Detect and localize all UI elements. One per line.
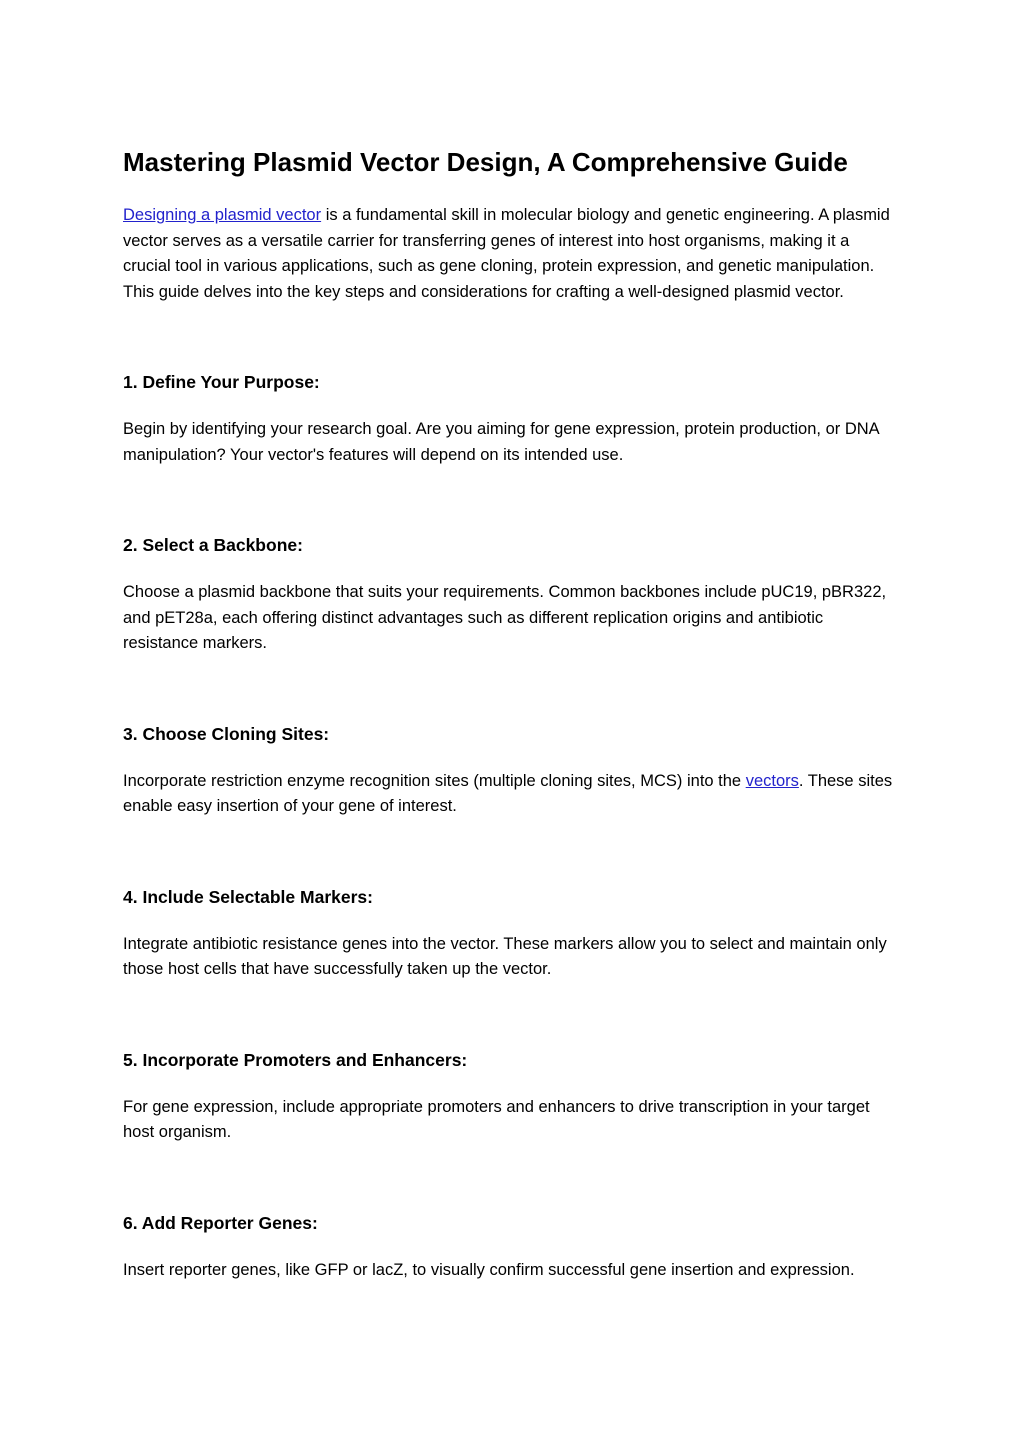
vectors-link[interactable]: vectors bbox=[745, 771, 799, 790]
page-title: Mastering Plasmid Vector Design, A Comprehensive Guide bbox=[123, 147, 848, 177]
section-select-backbone bbox=[123, 532, 896, 657]
section-paragraph-text-after: . These sites enable easy insertion of your gene of interest. bbox=[123, 771, 893, 815]
section-heading: 5. Incorporate Promoters and Enhancers: bbox=[123, 1049, 468, 1070]
section-paragraph bbox=[123, 769, 896, 820]
section-heading: 1. Define Your Purpose: bbox=[123, 372, 320, 392]
section-define-purpose bbox=[123, 369, 896, 468]
section-heading: 3. Choose Cloning Sites: bbox=[123, 723, 330, 744]
section-choose-cloning-sites bbox=[123, 721, 896, 820]
section-paragraph: Choose a plasmid backbone that suits your requirements. Common backbones include pUC19, pBR322, and pET28a, each offering distinct advantages such as different replication origins and antibiotic resistance markers. bbox=[123, 583, 887, 652]
section-heading: 6. Add Reporter Genes: bbox=[123, 1212, 318, 1233]
section-include-selectable-markers bbox=[123, 884, 896, 983]
section-paragraph: Begin by identifying your research goal. Are you aiming for gene expression, protein production, or DNA manipulation? Your vector's features will depend on its intended use. bbox=[123, 420, 879, 464]
section-paragraph: Integrate antibiotic resistance genes into the vector. These markers allow you to select and maintain only those host cells that have successfully taken up the vector. bbox=[123, 934, 887, 978]
section-paragraph-text-before: Incorporate restriction enzyme recognition sites (multiple cloning sites, MCS) into the bbox=[123, 771, 746, 790]
designing-plasmid-vector-link[interactable]: Designing a plasmid vector bbox=[123, 206, 322, 224]
section-paragraph: Insert reporter genes, like GFP or lacZ, to visually confirm successful gene insertion and expression. bbox=[123, 1260, 855, 1279]
intro-paragraph-text: is a fundamental skill in molecular biology and genetic engineering. A plasmid vector serves as a versatile carrier for transferring genes of interest into host organisms, making it a crucial tool in various applications, such as gene cloning, protein expression, and genetic manipulation. This guide delves into the key steps and considerations for crafting a well-designed plasmid vector. bbox=[123, 206, 890, 301]
section-add-reporter-genes bbox=[123, 1210, 896, 1284]
section-incorporate-promoters bbox=[123, 1047, 896, 1146]
section-paragraph: For gene expression, include appropriate promoters and enhancers to drive transcription in your target host organism. bbox=[123, 1097, 870, 1141]
section-heading: 2. Select a Backbone: bbox=[123, 535, 303, 555]
intro-paragraph bbox=[123, 203, 896, 305]
section-heading: 4. Include Selectable Markers: bbox=[123, 886, 373, 907]
